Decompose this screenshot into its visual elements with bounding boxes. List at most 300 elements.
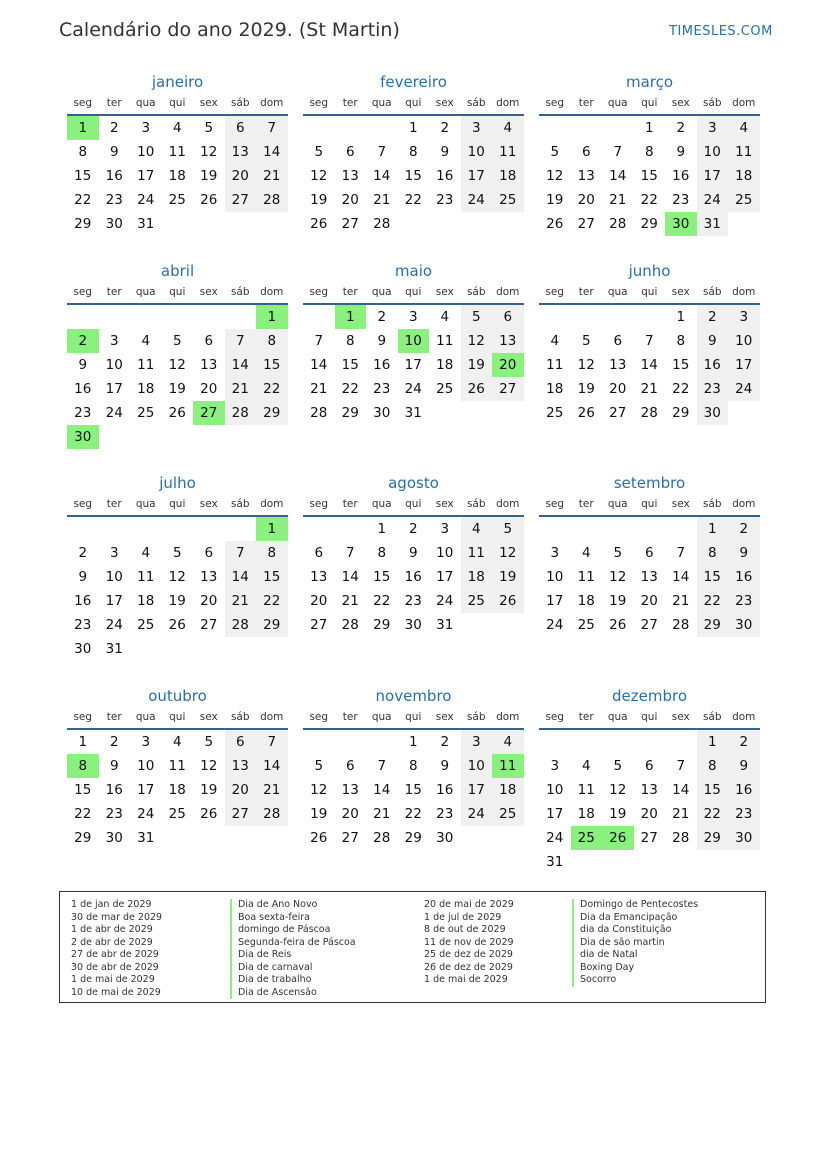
day-cell: 25 bbox=[571, 826, 603, 850]
day-cell: 28 bbox=[609, 216, 627, 232]
weekday-header bbox=[67, 493, 288, 517]
day-cell: 6 bbox=[345, 758, 355, 774]
weekday-label: ter bbox=[106, 711, 122, 723]
day-cell: 18 bbox=[461, 565, 493, 589]
day-cell: 22 bbox=[256, 377, 288, 401]
day-cell: 10 bbox=[546, 782, 564, 798]
holiday-name: Dia da Emancipação bbox=[572, 912, 698, 925]
day-cell: 13 bbox=[310, 569, 328, 585]
empty-cell bbox=[366, 116, 398, 140]
day-cell: 10 bbox=[436, 545, 454, 561]
day-cell: 9 bbox=[728, 754, 760, 778]
weekday-label: qua bbox=[607, 97, 628, 109]
day-cell: 15 bbox=[256, 353, 288, 377]
day-cell: 16 bbox=[436, 782, 454, 798]
day-cell: 22 bbox=[697, 802, 729, 826]
day-cell: 28 bbox=[373, 216, 391, 232]
day-cell: 25 bbox=[492, 188, 524, 212]
weekday-label: qua bbox=[371, 97, 392, 109]
day-cell: 28 bbox=[373, 830, 391, 846]
day-cell: 10 bbox=[105, 569, 123, 585]
day-cell: 14 bbox=[373, 168, 391, 184]
day-cell: 30 bbox=[74, 641, 92, 657]
weekday-header bbox=[303, 706, 524, 730]
day-cell: 1 bbox=[697, 730, 729, 754]
day-cell: 28 bbox=[256, 802, 288, 826]
day-cell: 17 bbox=[105, 381, 123, 397]
day-cell: 7 bbox=[256, 730, 288, 754]
day-cell: 12 bbox=[546, 168, 564, 184]
day-cell: 18 bbox=[168, 782, 186, 798]
weekday-header bbox=[539, 281, 760, 305]
empty-cell bbox=[225, 637, 257, 661]
day-cell: 4 bbox=[172, 120, 182, 136]
empty-cell bbox=[634, 850, 666, 874]
day-cell: 21 bbox=[310, 381, 328, 397]
weekday-label: sex bbox=[671, 97, 690, 109]
day-cell: 2 bbox=[728, 517, 760, 541]
day-cell: 23 bbox=[672, 192, 690, 208]
holiday-name: Dia de carnaval bbox=[230, 962, 356, 975]
day-cell: 19 bbox=[200, 168, 218, 184]
month-name: novembro bbox=[375, 687, 452, 705]
weekday-label: qua bbox=[607, 711, 628, 723]
month-name: março bbox=[625, 73, 674, 91]
day-cell: 24 bbox=[461, 802, 493, 826]
day-cell: 5 bbox=[172, 333, 182, 349]
day-cell: 24 bbox=[137, 806, 155, 822]
weekday-label: dom bbox=[260, 498, 284, 510]
month-name: janeiro bbox=[151, 73, 204, 91]
day-cell: 15 bbox=[373, 569, 391, 585]
day-cell: 7 bbox=[377, 144, 387, 160]
day-cell: 23 bbox=[728, 589, 760, 613]
day-cell: 27 bbox=[341, 830, 359, 846]
day-cell: 6 bbox=[492, 305, 524, 329]
month-name: fevereiro bbox=[380, 73, 447, 91]
day-cell: 8 bbox=[67, 754, 99, 778]
day-cell: 9 bbox=[440, 144, 450, 160]
empty-cell bbox=[728, 850, 760, 874]
empty-cell bbox=[225, 517, 257, 541]
day-cell: 26 bbox=[492, 589, 524, 613]
day-cell: 13 bbox=[640, 569, 658, 585]
day-cell: 23 bbox=[728, 802, 760, 826]
weekday-label: dom bbox=[260, 711, 284, 723]
day-cell: 10 bbox=[728, 329, 760, 353]
day-cell: 27 bbox=[609, 405, 627, 421]
month-abril bbox=[67, 261, 288, 449]
day-cell: 25 bbox=[137, 405, 155, 421]
day-cell: 26 bbox=[168, 617, 186, 633]
day-grid bbox=[67, 517, 288, 661]
weekday-label: qui bbox=[405, 498, 422, 510]
weekday-header bbox=[303, 281, 524, 305]
day-cell: 20 bbox=[609, 381, 627, 397]
weekday-header bbox=[539, 493, 760, 517]
weekday-label: sex bbox=[671, 498, 690, 510]
day-cell: 20 bbox=[225, 778, 257, 802]
weekday-label: seg bbox=[545, 498, 565, 510]
day-cell: 12 bbox=[168, 569, 186, 585]
month-name: junho bbox=[628, 262, 671, 280]
day-cell: 19 bbox=[461, 353, 493, 377]
empty-cell bbox=[303, 116, 335, 140]
day-cell: 18 bbox=[168, 168, 186, 184]
empty-cell bbox=[728, 212, 760, 236]
day-cell: 21 bbox=[672, 593, 690, 609]
month-name: abril bbox=[160, 262, 195, 280]
day-cell: 27 bbox=[640, 617, 658, 633]
empty-cell bbox=[665, 517, 697, 541]
day-cell: 5 bbox=[204, 120, 214, 136]
empty-cell bbox=[634, 517, 666, 541]
empty-cell bbox=[225, 305, 257, 329]
day-cell: 1 bbox=[256, 305, 288, 329]
day-cell: 20 bbox=[310, 593, 328, 609]
day-cell: 13 bbox=[341, 782, 359, 798]
day-cell: 27 bbox=[225, 188, 257, 212]
day-cell: 17 bbox=[436, 569, 454, 585]
day-cell: 24 bbox=[404, 381, 422, 397]
day-cell: 19 bbox=[492, 565, 524, 589]
weekday-label: sex bbox=[671, 711, 690, 723]
empty-cell bbox=[571, 730, 603, 754]
weekday-label: sáb bbox=[702, 711, 722, 723]
weekday-label: sáb bbox=[230, 286, 250, 298]
day-cell: 6 bbox=[613, 333, 623, 349]
holiday-name: Segunda-feira de Páscoa bbox=[230, 937, 356, 950]
day-cell: 11 bbox=[577, 569, 595, 585]
day-cell: 24 bbox=[461, 188, 493, 212]
day-cell: 14 bbox=[256, 140, 288, 164]
holiday-name: Dia de Ano Novo bbox=[230, 899, 356, 912]
weekday-label: ter bbox=[106, 97, 122, 109]
day-cell: 3 bbox=[728, 305, 760, 329]
day-cell: 11 bbox=[461, 541, 493, 565]
weekday-label: sáb bbox=[466, 97, 486, 109]
empty-cell bbox=[461, 613, 493, 637]
empty-cell bbox=[335, 517, 367, 541]
day-cell: 16 bbox=[728, 565, 760, 589]
empty-cell bbox=[130, 637, 162, 661]
day-cell: 31 bbox=[546, 854, 564, 870]
day-cell: 17 bbox=[546, 806, 564, 822]
day-cell: 17 bbox=[404, 357, 422, 373]
day-cell: 7 bbox=[676, 758, 686, 774]
day-cell: 6 bbox=[204, 545, 214, 561]
day-cell: 11 bbox=[492, 754, 524, 778]
day-cell: 13 bbox=[225, 754, 257, 778]
weekday-label: dom bbox=[732, 97, 756, 109]
day-cell: 18 bbox=[137, 593, 155, 609]
weekday-label: sáb bbox=[466, 711, 486, 723]
holiday-date: 1 de mai de 2029 bbox=[71, 974, 155, 985]
day-cell: 23 bbox=[74, 405, 92, 421]
weekday-label: sex bbox=[199, 711, 218, 723]
day-cell: 8 bbox=[644, 144, 654, 160]
day-cell: 3 bbox=[109, 333, 119, 349]
day-grid bbox=[303, 116, 524, 236]
day-cell: 8 bbox=[697, 541, 729, 565]
day-cell: 22 bbox=[74, 192, 92, 208]
empty-cell bbox=[539, 116, 571, 140]
empty-cell bbox=[492, 401, 524, 425]
holiday-name: Dia de Reis bbox=[230, 949, 356, 962]
day-cell: 6 bbox=[314, 545, 324, 561]
weekday-label: dom bbox=[732, 286, 756, 298]
month-fevereiro bbox=[303, 72, 524, 236]
day-cell: 17 bbox=[461, 778, 493, 802]
weekday-label: qui bbox=[405, 286, 422, 298]
weekday-label: sex bbox=[199, 97, 218, 109]
weekday-label: dom bbox=[732, 711, 756, 723]
day-cell: 25 bbox=[728, 188, 760, 212]
day-cell: 3 bbox=[440, 521, 450, 537]
weekday-label: seg bbox=[545, 711, 565, 723]
day-cell: 31 bbox=[436, 617, 454, 633]
day-grid bbox=[303, 517, 524, 637]
holiday-date: 8 de out de 2029 bbox=[424, 924, 506, 935]
day-cell: 3 bbox=[109, 545, 119, 561]
day-cell: 11 bbox=[436, 333, 454, 349]
day-cell: 13 bbox=[577, 168, 595, 184]
holiday-date: 26 de dez de 2029 bbox=[424, 961, 513, 973]
month-julho bbox=[67, 473, 288, 661]
brand-link[interactable]: TIMESLES.COM bbox=[669, 24, 773, 39]
day-cell: 26 bbox=[546, 216, 564, 232]
day-cell: 15 bbox=[74, 782, 92, 798]
day-cell: 23 bbox=[105, 806, 123, 822]
weekday-label: qui bbox=[405, 711, 422, 723]
empty-cell bbox=[193, 212, 225, 236]
empty-cell bbox=[665, 730, 697, 754]
empty-cell bbox=[303, 305, 335, 329]
day-cell: 18 bbox=[728, 164, 760, 188]
empty-cell bbox=[67, 517, 99, 541]
day-cell: 14 bbox=[341, 569, 359, 585]
empty-cell bbox=[99, 305, 131, 329]
day-cell: 12 bbox=[461, 329, 493, 353]
day-cell: 22 bbox=[640, 192, 658, 208]
empty-cell bbox=[162, 425, 194, 449]
day-cell: 21 bbox=[225, 589, 257, 613]
day-cell: 11 bbox=[137, 569, 155, 585]
weekday-label: qua bbox=[135, 711, 156, 723]
day-cell: 27 bbox=[200, 617, 218, 633]
day-cell: 3 bbox=[461, 730, 493, 754]
day-cell: 20 bbox=[492, 353, 524, 377]
day-grid bbox=[539, 305, 760, 425]
empty-cell bbox=[602, 305, 634, 329]
empty-cell bbox=[571, 305, 603, 329]
weekday-label: sáb bbox=[702, 97, 722, 109]
day-cell: 18 bbox=[436, 357, 454, 373]
month-junho bbox=[539, 261, 760, 425]
page-title: Calendário do ano 2029. (St Martin) bbox=[59, 19, 400, 41]
day-cell: 16 bbox=[373, 357, 391, 373]
day-cell: 29 bbox=[74, 830, 92, 846]
weekday-label: sex bbox=[435, 97, 454, 109]
weekday-label: qui bbox=[641, 97, 658, 109]
weekday-label: qua bbox=[135, 286, 156, 298]
day-cell: 7 bbox=[256, 116, 288, 140]
empty-cell bbox=[429, 401, 461, 425]
day-cell: 19 bbox=[310, 806, 328, 822]
holiday-name: dia da Constituição bbox=[572, 924, 698, 937]
day-cell: 29 bbox=[256, 613, 288, 637]
day-cell: 16 bbox=[728, 778, 760, 802]
empty-cell bbox=[571, 116, 603, 140]
day-cell: 30 bbox=[105, 830, 123, 846]
day-cell: 29 bbox=[640, 216, 658, 232]
day-cell: 2 bbox=[109, 120, 119, 136]
day-cell: 22 bbox=[404, 192, 422, 208]
day-cell: 21 bbox=[373, 192, 391, 208]
day-cell: 15 bbox=[697, 778, 729, 802]
day-cell: 4 bbox=[141, 333, 151, 349]
month-name: setembro bbox=[613, 474, 686, 492]
day-cell: 16 bbox=[105, 168, 123, 184]
day-cell: 10 bbox=[137, 758, 155, 774]
day-cell: 11 bbox=[168, 758, 186, 774]
empty-cell bbox=[492, 613, 524, 637]
month-dezembro bbox=[539, 686, 760, 874]
day-cell: 2 bbox=[728, 730, 760, 754]
empty-cell bbox=[697, 850, 729, 874]
day-cell: 12 bbox=[492, 541, 524, 565]
day-cell: 9 bbox=[78, 357, 88, 373]
day-cell: 24 bbox=[105, 405, 123, 421]
weekday-label: seg bbox=[73, 498, 93, 510]
empty-cell bbox=[225, 425, 257, 449]
day-cell: 1 bbox=[78, 734, 88, 750]
weekday-label: sáb bbox=[230, 97, 250, 109]
holiday-legend bbox=[59, 891, 766, 1003]
day-cell: 10 bbox=[697, 140, 729, 164]
day-cell: 10 bbox=[461, 754, 493, 778]
day-cell: 26 bbox=[200, 192, 218, 208]
day-cell: 29 bbox=[697, 613, 729, 637]
day-cell: 3 bbox=[697, 116, 729, 140]
day-cell: 10 bbox=[461, 140, 493, 164]
weekday-label: ter bbox=[342, 711, 358, 723]
empty-cell bbox=[461, 401, 493, 425]
day-cell: 11 bbox=[492, 140, 524, 164]
day-cell: 3 bbox=[141, 120, 151, 136]
empty-cell bbox=[461, 212, 493, 236]
day-cell: 4 bbox=[492, 116, 524, 140]
day-cell: 8 bbox=[345, 333, 355, 349]
day-cell: 27 bbox=[225, 802, 257, 826]
day-cell: 26 bbox=[461, 377, 493, 401]
day-cell: 15 bbox=[341, 357, 359, 373]
day-cell: 9 bbox=[109, 144, 119, 160]
day-cell: 28 bbox=[225, 613, 257, 637]
day-cell: 21 bbox=[609, 192, 627, 208]
day-cell: 17 bbox=[137, 782, 155, 798]
empty-cell bbox=[634, 305, 666, 329]
day-cell: 29 bbox=[74, 216, 92, 232]
empty-cell bbox=[130, 517, 162, 541]
weekday-label: qua bbox=[371, 711, 392, 723]
holiday-date: 30 de abr de 2029 bbox=[71, 961, 159, 973]
day-cell: 21 bbox=[256, 164, 288, 188]
day-cell: 21 bbox=[341, 593, 359, 609]
weekday-label: ter bbox=[578, 711, 594, 723]
day-cell: 28 bbox=[256, 188, 288, 212]
day-cell: 15 bbox=[640, 168, 658, 184]
weekday-label: sex bbox=[435, 498, 454, 510]
weekday-header bbox=[303, 92, 524, 116]
day-cell: 17 bbox=[105, 593, 123, 609]
day-cell: 19 bbox=[310, 192, 328, 208]
weekday-label: dom bbox=[260, 286, 284, 298]
empty-cell bbox=[162, 517, 194, 541]
day-cell: 10 bbox=[105, 357, 123, 373]
holiday-name: Dia de Ascensão bbox=[230, 987, 356, 1000]
empty-cell bbox=[303, 730, 335, 754]
day-cell: 25 bbox=[436, 381, 454, 397]
day-cell: 20 bbox=[341, 806, 359, 822]
day-cell: 12 bbox=[310, 782, 328, 798]
day-cell: 10 bbox=[398, 329, 430, 353]
weekday-label: ter bbox=[578, 286, 594, 298]
day-cell: 17 bbox=[137, 168, 155, 184]
holiday-dates-col-2 bbox=[424, 899, 514, 987]
weekday-label: seg bbox=[545, 286, 565, 298]
day-cell: 14 bbox=[672, 569, 690, 585]
day-cell: 30 bbox=[404, 617, 422, 633]
day-cell: 1 bbox=[697, 517, 729, 541]
day-cell: 1 bbox=[408, 734, 418, 750]
day-cell: 25 bbox=[461, 589, 493, 613]
empty-cell bbox=[67, 305, 99, 329]
day-cell: 8 bbox=[408, 144, 418, 160]
day-cell: 15 bbox=[672, 357, 690, 373]
month-novembro bbox=[303, 686, 524, 850]
weekday-header bbox=[539, 706, 760, 730]
day-cell: 14 bbox=[640, 357, 658, 373]
day-cell: 6 bbox=[581, 144, 591, 160]
day-cell: 24 bbox=[697, 188, 729, 212]
day-cell: 22 bbox=[697, 589, 729, 613]
day-cell: 30 bbox=[105, 216, 123, 232]
day-cell: 22 bbox=[256, 589, 288, 613]
day-cell: 20 bbox=[200, 381, 218, 397]
day-cell: 18 bbox=[492, 778, 524, 802]
day-cell: 29 bbox=[256, 401, 288, 425]
month-maio bbox=[303, 261, 524, 425]
day-cell: 30 bbox=[697, 401, 729, 425]
day-cell: 13 bbox=[492, 329, 524, 353]
day-cell: 30 bbox=[436, 830, 454, 846]
weekday-label: sáb bbox=[702, 498, 722, 510]
day-cell: 26 bbox=[310, 830, 328, 846]
day-cell: 4 bbox=[172, 734, 182, 750]
day-cell: 1 bbox=[644, 120, 654, 136]
empty-cell bbox=[461, 826, 493, 850]
day-grid bbox=[303, 305, 524, 425]
weekday-header bbox=[67, 706, 288, 730]
day-cell: 7 bbox=[377, 758, 387, 774]
weekday-header bbox=[67, 92, 288, 116]
day-cell: 15 bbox=[404, 168, 422, 184]
day-cell: 22 bbox=[672, 381, 690, 397]
empty-cell bbox=[335, 730, 367, 754]
holiday-name: Dia de são martin bbox=[572, 937, 698, 950]
day-cell: 14 bbox=[310, 357, 328, 373]
